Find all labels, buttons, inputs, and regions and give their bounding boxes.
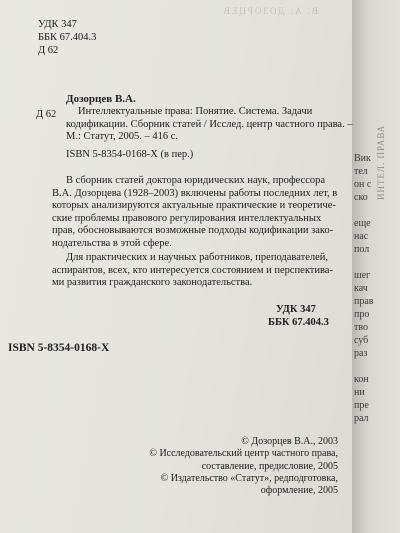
adjacent-fragment: прав	[354, 296, 374, 307]
annotation-line: прав, обосновываются возможные подходы кодификации зако-	[52, 225, 334, 236]
description-line: Интеллектуальные права: Понятие. Система. Задачи	[78, 106, 313, 117]
adjacent-fragment: шег	[354, 270, 371, 281]
show-through-text: В. А. ДОЗОРЦЕВ	[221, 6, 318, 16]
adjacent-fragment: раз	[354, 348, 368, 359]
annotation-line: которых анализируются актуальные практические и теоретиче-	[52, 200, 336, 211]
adjacent-fragment: тел	[354, 166, 368, 177]
adjacent-fragment: ни	[354, 387, 365, 398]
annotation-line: ские проблемы правового регулирования интеллектуальных	[52, 212, 322, 224]
bbk-code-top: ББК 67.404.3	[38, 32, 97, 43]
copyright-block	[130, 436, 338, 497]
adjacent-fragment: суб	[354, 335, 369, 346]
adjacent-fragment: он с	[354, 179, 372, 190]
adjacent-fragment: еще	[354, 218, 371, 229]
author-mark-card: Д 62	[36, 109, 57, 120]
annotation-paragraph-2	[52, 252, 357, 290]
annotation-line: аспирантов, всех, кто интересуется состоянием и перспектива-	[52, 264, 333, 276]
card-isbn: ISBN 5-8354-0168-X (в пер.)	[66, 149, 194, 160]
copyright-line: © Издательство «Статут», редподготовка,	[160, 472, 338, 484]
adjacent-fragment: про	[354, 309, 370, 320]
annotation	[52, 175, 357, 290]
card-author: Дозорцев В.А.	[66, 93, 136, 105]
adjacent-fragment: ско	[354, 192, 368, 203]
description-line: М.: Статут, 2005. – 416 с.	[66, 131, 179, 142]
adjacent-fragment: кач	[354, 283, 368, 294]
copyright-line: © Дозорцев В.А., 2003	[241, 436, 338, 447]
copyright-line: составление, предисловие, 2005	[201, 460, 338, 472]
udk-code-bottom: УДК 347	[276, 304, 316, 315]
description-line: кодификации. Сборник статей / Исслед. центр частного права. –	[66, 118, 353, 130]
adjacent-fragment: нас	[354, 231, 369, 242]
adjacent-fragment: рал	[354, 413, 369, 424]
annotation-line: ми развития гражданского законодательства.	[52, 277, 253, 288]
annotation-line: Для практических и научных работников, преподавателей,	[66, 252, 329, 263]
author-mark-top: Д 62	[38, 45, 59, 56]
annotation-paragraph-1	[52, 175, 357, 250]
copyright-line: © Исследовательский центр частного права,	[149, 448, 338, 460]
adjacent-fragment: кон	[354, 374, 369, 385]
bbk-code-bottom: ББК 67.404.3	[268, 317, 329, 328]
adjacent-fragment: пре	[354, 400, 369, 411]
adjacent-fragment: пол	[354, 244, 370, 255]
annotation-line: В сборник статей доктора юридических наук, профессора	[66, 175, 326, 186]
annotation-line: В.А. Дозорцева (1928–2003) включены работы последних лет, в	[52, 187, 338, 199]
card-description	[66, 106, 356, 144]
udk-code-top: УДК 347	[38, 19, 77, 30]
isbn-main: ISBN 5-8354-0168-X	[8, 342, 110, 354]
copyright-line: оформление, 2005	[260, 485, 338, 497]
adjacent-fragment: тво	[354, 322, 369, 333]
annotation-line: нодательства в этой сфере.	[52, 237, 172, 249]
spine-text: ИНТЕЛ. ПРАВА	[376, 124, 386, 200]
adjacent-fragment: Вик	[354, 153, 371, 164]
